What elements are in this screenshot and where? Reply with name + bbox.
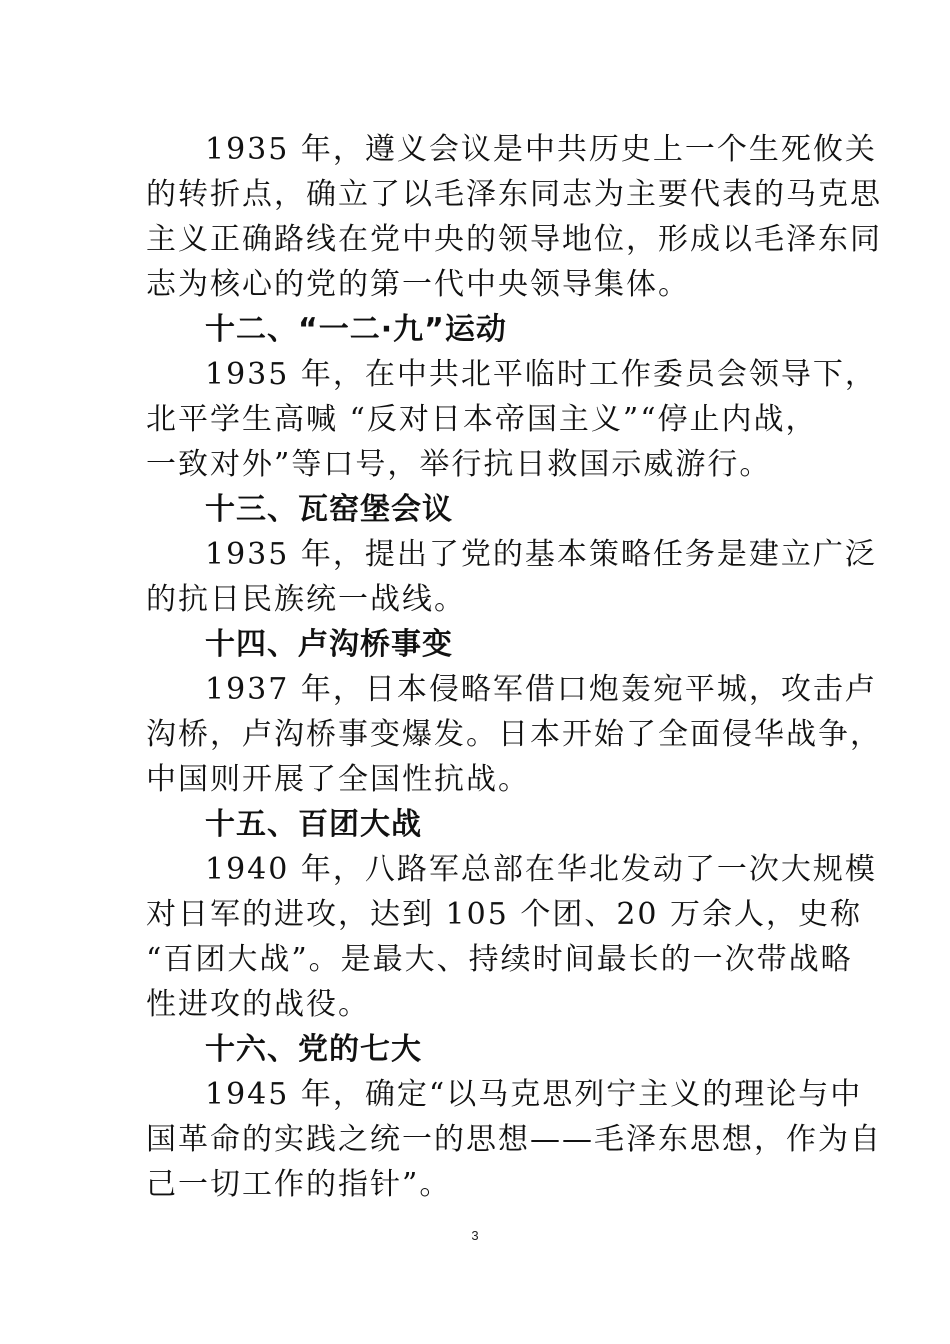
paragraph-line: 1945 年，确定“以马克思列宁主义的理论与中 xyxy=(205,1077,863,1112)
paragraph-line: 国革命的实践之统一的思想——毛泽东思想，作为自 xyxy=(146,1122,882,1157)
paragraph-line: 1935 年，提出了党的基本策略任务是建立广泛 xyxy=(205,537,877,572)
section-heading: 十五、百团大战 xyxy=(205,807,422,842)
paragraph-line: 对日军的进攻，达到 105 个团、20 万余人，史称 xyxy=(146,897,863,932)
paragraph-line: “百团大战”。是最大、持续时间最长的一次带战略 xyxy=(146,942,853,977)
section-heading: 十二、“一二·九”运动 xyxy=(205,312,507,347)
paragraph-line: 沟桥，卢沟桥事变爆发。日本开始了全面侵华战争， xyxy=(146,717,882,752)
paragraph-line: 一致对外”等口号，举行抗日救国示威游行。 xyxy=(146,447,772,482)
paragraph-line: 1937 年，日本侵略军借口炮轰宛平城，攻击卢 xyxy=(205,672,877,707)
paragraph-line: 主义正确路线在党中央的领导地位，形成以毛泽东同 xyxy=(146,222,882,257)
paragraph-line: 己一切工作的指针”。 xyxy=(146,1167,452,1202)
paragraph-line: 中国则开展了全国性抗战。 xyxy=(146,762,530,797)
section-heading: 十六、党的七大 xyxy=(205,1032,422,1067)
paragraph-line: 性进攻的战役。 xyxy=(146,987,370,1022)
paragraph-line: 的抗日民族统一战线。 xyxy=(146,582,466,617)
paragraph-line: 1935 年，在中共北平临时工作委员会领导下， xyxy=(205,357,877,392)
section-heading: 十三、瓦窑堡会议 xyxy=(205,492,453,527)
paragraph-line: 的转折点，确立了以毛泽东同志为主要代表的马克思 xyxy=(146,177,882,212)
section-heading: 十四、卢沟桥事变 xyxy=(205,627,453,662)
paragraph-line: 北平学生高喊 “反对日本帝国主义”“停止内战， xyxy=(146,402,818,437)
paragraph-line: 志为核心的党的第一代中央领导集体。 xyxy=(146,267,690,302)
paragraph-line: 1935 年，遵义会议是中共历史上一个生死攸关 xyxy=(205,132,877,167)
page-number: 3 xyxy=(471,1228,479,1243)
paragraph-line: 1940 年，八路军总部在华北发动了一次大规模 xyxy=(205,852,877,887)
